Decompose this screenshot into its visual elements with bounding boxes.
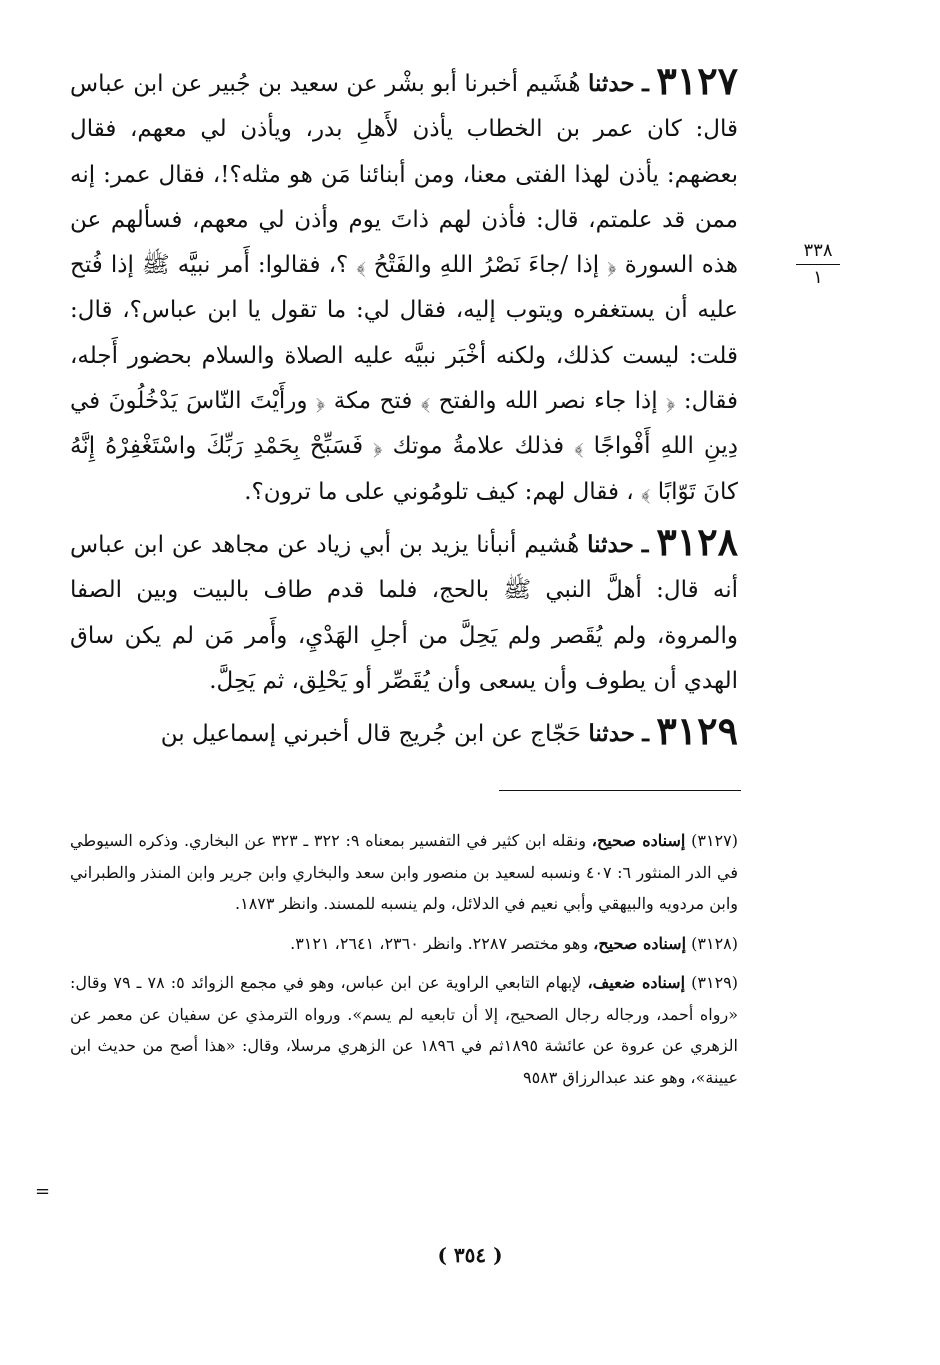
margin-reference-top: ٣٣٨ — [803, 240, 833, 261]
footnote-grade: إسناده ضعيف، — [587, 973, 686, 992]
footnote-grade: إسناده صحيح، — [591, 831, 686, 850]
footnote-3127 — [70, 825, 738, 920]
footnote-separator — [499, 790, 741, 791]
footnote-label: (٣١٢٨) — [691, 933, 738, 953]
hadith-keyword: حدثنا — [587, 530, 634, 558]
hadith-number: ٣١٢٩ — [656, 708, 738, 754]
hadith-text: هُشيم أنبأنا يزيد بن أبي زياد عن مجاهد عن ابن عباس أنه قال: أهلَّ النبي ﷺ بالحج، فلما قدم طاف بالبيت وبين الصفا والمروة، ولم يُقَصر ولم يَحِلَّ من أجلِ الهَدْيِ، وأَمر مَن لم يكن ساق الهدي أن يطوف وأن يسعى وأن يُقَصِّر أو يَحْلِق، ثم يَحِلَّ. — [70, 531, 738, 694]
continuation-mark: = — [35, 1181, 51, 1202]
hadith-dash: ـ — [641, 530, 649, 558]
margin-reference-rule — [796, 264, 840, 265]
page-number: ( ٣٥٤ ) — [437, 1243, 503, 1267]
footnote-label: (٣١٢٩) — [691, 973, 739, 992]
footnote-3128 — [70, 928, 738, 960]
margin-reference-bottom: ١ — [813, 267, 823, 288]
hadith-keyword: حدثنا — [588, 720, 635, 748]
main-text — [70, 58, 738, 761]
hadith-text: حَجّاج عن ابن جُريج قال أخبرني إسماعيل بن — [160, 721, 582, 748]
footnote-label: (٣١٢٧) — [691, 831, 738, 850]
hadith-3127 — [70, 58, 738, 515]
hadith-dash: ـ — [642, 70, 649, 97]
margin-reference — [790, 240, 846, 289]
hadith-dash: ـ — [642, 720, 650, 748]
hadith-text: هُشَيم أخبرنا أبو بشْر عن سعيد بن جُبير عن ابن عباس قال: كان عمر بن الخطاب يأذن لأَهلِ بدر، ويأذن لي معهم، فقال بعضهم: يأذن لهذا الفتى معنا، ومن أبنائنا مَن هو مثله؟!، فقال عمر: إنه ممن قد علمتم، قال: فأذن لهم ذاتَ يوم وأذن لي معهم، فسألهم عن هذه السورة ﴿ إذا /جاءَ نَصْرُ اللهِ والفَتْحُ ﴾ ؟، فقالوا: أَمر نبيَّه ﷺ إذا فُتح عليه أن يستغفره ويتوب إليه، فقال لي: ما تقول يا ابن عباس؟، قال: قلت: ليست كذلك، ولكنه أخْبَر نبيَّه عليه الصلاة والسلام بحضور أَجله، فقال: ﴿ إذا جاء نصر الله والفتح ﴾ فتح مكة ﴿ ورأَيْتَ النّاسَ يَدْخُلُونَ في دِينِ اللهِ أَفْواجًا ﴾ فذلك علامةُ موتك ﴿ فَسَبِّحْ بِحَمْدِ رَبِّكَ واسْتَغْفِرْهُ إِنَّهُ كانَ تَوّابًا ﴾ ، فقال لهم: كيف تلومُوني على ما ترون؟. — [70, 71, 738, 505]
hadith-3129 — [70, 708, 738, 757]
footnote-text: ونقله ابن كثير في التفسير بمعناه ٩: ٣٢٢ ـ ٣٢٣ عن البخاري. وذكره السيوطي في الدر المنثور ٦: ٤٠٧ ونسبه لسعيد بن منصور وابن سعد والبخاري وابن جرير وابن المنذر والطبراني وابن مردويه والبيهقي وأبي نعيم في الدلائل، ولم ينسبه للمسند. وانظر ١٨٧٣. — [70, 831, 738, 913]
footnote-3129 — [70, 967, 738, 1093]
footnote-grade: إسناده صحيح، — [593, 933, 687, 953]
hadith-number: ٣١٢٨ — [656, 518, 739, 564]
hadith-3128 — [70, 519, 738, 704]
footnote-text: وهو مختصر ٢٢٨٧. وانظر ٢٣٦٠، ٢٦٤١، ٣١٢١. — [290, 933, 589, 953]
footnote-text: لإبهام التابعي الراوية عن ابن عباس، وهو في مجمع الزوائد ٥: ٧٨ ـ ٧٩ وقال: «رواه أحمد، ورجاله رجال الصحيح، إلا أن تابعيه لم يسم». ورواه الترمذي عن سفيان عن معمر عن الزهري عن عروة عن عائشة ١٨٩٥ثم في ١٨٩٦ عن الزهري مرسلا، وقال: «هذا أصح من حديث ابن عيينة»، وهو عند عبدالرزاق ٩٥٨٣ — [70, 973, 739, 1087]
hadith-keyword: حدثنا — [587, 70, 635, 97]
footnotes — [70, 825, 738, 1101]
hadith-number: ٣١٢٧ — [656, 58, 739, 103]
